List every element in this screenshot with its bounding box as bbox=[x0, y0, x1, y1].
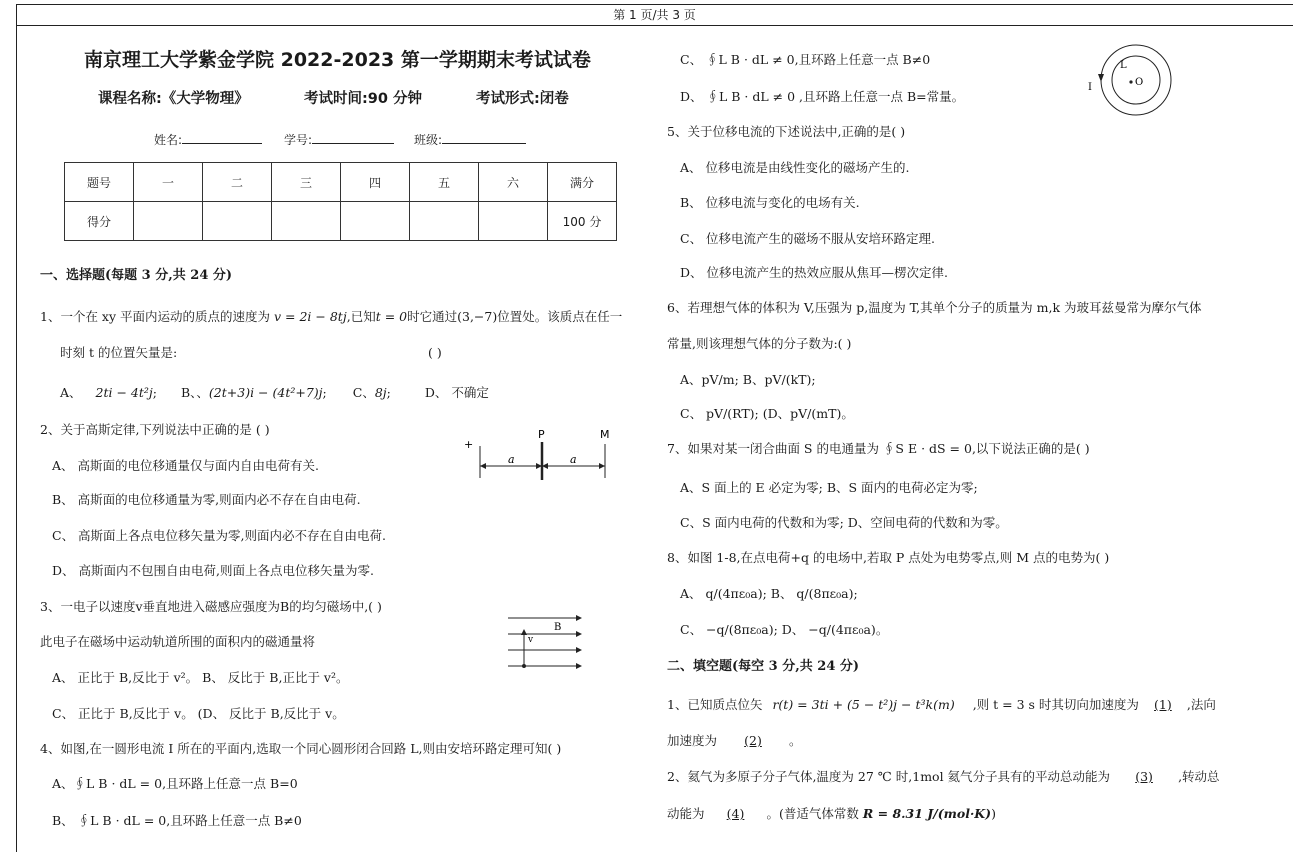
f1-text: 。 bbox=[789, 733, 802, 748]
name-field bbox=[154, 131, 262, 148]
f2-text: 动能为 bbox=[667, 806, 705, 821]
score-table-cell: 得分 bbox=[65, 202, 134, 241]
q1-t0: t = 0 bbox=[375, 309, 408, 324]
q1-option-a: 2ti − 4t²j bbox=[95, 385, 153, 400]
q1-option-b-label: B、、 bbox=[180, 385, 209, 400]
exam-time: 考试时间:90 分钟 bbox=[304, 91, 423, 107]
f2-text: 时,1mol 氦气分子具有的平动总动能为 bbox=[895, 769, 1111, 784]
question-4: 4、如图,在一圆形电流 I 所在的平面内,选取一个同心圆形闭合回路 L,则由安培环路定理可知( ) bbox=[40, 741, 562, 756]
arrow-icon bbox=[480, 463, 486, 469]
arrow-icon bbox=[576, 663, 582, 669]
question-8: 8、如图 1-8,在点电荷+q 的电场中,若取 P 点处为电势零点,则 M 点的电势为( ) bbox=[667, 550, 1110, 565]
q1-velocity: v = 2i − 8tj bbox=[274, 309, 347, 324]
field-b-label: B bbox=[554, 622, 562, 633]
exam-form: 考试形式:闭卷 bbox=[476, 91, 569, 107]
q4-option-a: A、∮L B · dL = 0,且环路上任意一点 B=0 bbox=[52, 776, 298, 791]
q5-option-d: D、 位移电流产生的热效应服从焦耳—楞次定律. bbox=[680, 265, 948, 280]
page-header: 第 1 页/共 3 页 bbox=[16, 4, 1293, 26]
question-2: 2、关于高斯定律,下列说法中正确的是 ( ) bbox=[40, 422, 270, 437]
section-1-heading: 一、选择题(每题 3 分,共 24 分) bbox=[40, 268, 233, 283]
q2-option-b: B、 高斯面的电位移通量为零,则面内必不存在自由电荷. bbox=[52, 492, 361, 507]
score-table-cell[interactable] bbox=[272, 202, 341, 241]
q1-text: ,已知 bbox=[346, 309, 376, 324]
q1-option-a-label: A、 bbox=[60, 385, 82, 400]
score-table-cell: 100 分 bbox=[548, 202, 617, 241]
q1-options bbox=[60, 385, 489, 401]
semicolon: ; bbox=[152, 385, 157, 400]
question-1 bbox=[40, 309, 622, 325]
f2-text: ,转动总 bbox=[1178, 769, 1220, 784]
current-i-label: I bbox=[1088, 82, 1092, 93]
question-7: 7、如果对某一闭合曲面 S 的电通量为 ∮S E · dS = 0,以下说法正确的是( ) bbox=[667, 441, 1090, 456]
class-field bbox=[414, 131, 526, 148]
distance-a-label: a bbox=[570, 453, 577, 466]
q2-option-c: C、 高斯面上各点电位移矢量为零,则面内必不存在自由电荷. bbox=[52, 528, 386, 543]
q3-line2: 此电子在磁场中运动轨道所围的面积内的磁通量将 bbox=[40, 634, 316, 649]
score-table-row bbox=[65, 163, 617, 202]
q1-point: (3,−7) bbox=[457, 309, 498, 324]
class-blank bbox=[442, 131, 526, 144]
answer-blank-4[interactable]: (4) bbox=[726, 806, 745, 821]
id-field bbox=[284, 131, 394, 148]
semicolon: ; bbox=[322, 385, 327, 400]
question-3: 3、一电子以速度v垂直地进入磁感应强度为B的均匀磁场中,( ) bbox=[40, 599, 382, 614]
q2-option-d: D、 高斯面内不包围自由电荷,则面上各点电位移矢量为零. bbox=[52, 563, 374, 578]
score-table-cell: 五 bbox=[410, 163, 479, 202]
q6-line2: 常量,则该理想气体的分子数为:( ) bbox=[667, 336, 852, 351]
q6-options-ab: A、pV/m; B、pV/(kT); bbox=[680, 372, 816, 387]
q5-option-c: C、 位移电流产生的磁场不服从安培环路定理. bbox=[680, 231, 936, 246]
exam-title: 南京理工大学紫金学院 2022-2023 第一学期期末考试试卷 bbox=[84, 49, 591, 71]
score-table-cell[interactable] bbox=[203, 202, 272, 241]
score-table-cell: 一 bbox=[134, 163, 203, 202]
f2-gas-constant: R = 8.31 J/(mol·K) bbox=[862, 806, 992, 821]
name-label: 姓名: bbox=[154, 133, 183, 147]
semicolon: ; bbox=[386, 385, 391, 400]
score-table-cell[interactable] bbox=[341, 202, 410, 241]
q2-option-a: A、 高斯面的电位移通量仅与面内自由电荷有关. bbox=[52, 458, 319, 473]
q5-option-b: B、 位移电流与变化的电场有关. bbox=[680, 195, 860, 210]
q7-options-ab: A、S 面上的 E 必定为零; B、S 面内的电荷必定为零; bbox=[680, 480, 978, 495]
answer-blank-1[interactable]: (1) bbox=[1154, 697, 1172, 712]
q7-options-cd: C、S 面内电荷的代数和为零; D、空间电荷的代数和为零。 bbox=[680, 515, 1008, 530]
score-table-row bbox=[65, 202, 617, 241]
f2-text: 。(普适气体常数 bbox=[766, 806, 859, 821]
arrow-icon bbox=[599, 463, 605, 469]
score-table-cell: 题号 bbox=[65, 163, 134, 202]
question-6: 6、若理想气体的体积为 V,压强为 p,温度为 T,其单个分子的质量为 m,k 为玻耳兹曼常为摩尔气体 bbox=[667, 300, 1202, 315]
q4-option-c: C、 ∮L B · dL ≠ 0,且环路上任意一点 B≠0 bbox=[680, 52, 931, 67]
q1-text: 时它通过 bbox=[407, 309, 458, 324]
f1-position-vector: r(t) = 3ti + (5 − t²)j − t³k(m) bbox=[772, 697, 955, 712]
q1-option-c: 8j bbox=[374, 385, 387, 400]
score-table bbox=[64, 162, 617, 241]
center-dot-icon bbox=[1129, 80, 1132, 83]
score-table-cell: 三 bbox=[272, 163, 341, 202]
q1-text: 位置处。该质点在任一 bbox=[497, 309, 623, 324]
point-m-label: M bbox=[600, 428, 610, 441]
name-blank bbox=[182, 131, 262, 144]
score-table-cell: 二 bbox=[203, 163, 272, 202]
score-table-cell: 满分 bbox=[548, 163, 617, 202]
id-blank bbox=[312, 131, 394, 144]
f2-text: ) bbox=[991, 806, 996, 821]
q1-option-d: D、 不确定 bbox=[424, 385, 489, 400]
score-table-cell[interactable] bbox=[410, 202, 479, 241]
arrow-icon bbox=[576, 631, 582, 637]
answer-blank-3[interactable]: (3) bbox=[1135, 769, 1153, 784]
f2-line2 bbox=[667, 806, 996, 822]
f1-text: 1、已知质点位矢 bbox=[667, 697, 763, 712]
fill-question-2 bbox=[667, 769, 1220, 785]
id-label: 学号: bbox=[284, 133, 313, 147]
q4-option-b: B、 ∮L B · dL = 0,且环路上任意一点 B≠0 bbox=[52, 813, 302, 828]
score-table-cell: 六 bbox=[479, 163, 548, 202]
q1-answer-paren: ( ) bbox=[428, 345, 442, 360]
f1-text: 加速度为 bbox=[667, 733, 718, 748]
figure-magnetic-field bbox=[506, 610, 588, 678]
fill-question-1 bbox=[667, 697, 1216, 713]
score-table-cell: 四 bbox=[341, 163, 410, 202]
figure-point-charge bbox=[460, 426, 620, 484]
q3-options-ab: A、 正比于 B,反比于 v²。 B、 反比于 B,正比于 v²。 bbox=[52, 670, 349, 685]
q5-option-a: A、 位移电流是由线性变化的磁场产生的. bbox=[680, 160, 910, 175]
arrow-icon bbox=[576, 647, 582, 653]
f2-text: 2、氦气为多原子分子气体,温度为 bbox=[667, 769, 854, 784]
loop-l-label: L bbox=[1120, 60, 1127, 71]
f1-text: ,则 t = 3 s 时其切向加速度为 bbox=[972, 697, 1139, 712]
f1-line2 bbox=[667, 733, 802, 749]
course-name: 课程名称:《大学物理》 bbox=[98, 91, 249, 107]
velocity-v-label: v bbox=[528, 635, 534, 645]
electron-dot-icon bbox=[522, 664, 526, 668]
q4-option-d: D、 ∮L B · dL ≠ 0 ,且环路上任意一点 B=常量。 bbox=[680, 89, 965, 104]
f1-text: ,法向 bbox=[1186, 697, 1216, 712]
q3-options-cd: C、 正比于 B,反比于 v。 (D、 反比于 B,反比于 v。 bbox=[52, 706, 345, 721]
distance-a-label: a bbox=[508, 453, 515, 466]
q8-options-ab: A、 q/(4πε₀a); B、 q/(8πε₀a); bbox=[680, 586, 858, 601]
score-table-cell[interactable] bbox=[479, 202, 548, 241]
arrow-icon bbox=[1098, 74, 1104, 82]
q1-option-b: (2t+3)i − (4t²+7)j bbox=[208, 385, 323, 400]
q1-text: 1、一个在 xy 平面内运动的质点的速度为 bbox=[40, 309, 271, 324]
arrow-icon bbox=[521, 629, 527, 635]
score-table-cell[interactable] bbox=[134, 202, 203, 241]
q1-line2: 时刻 t 的位置矢量是: bbox=[60, 345, 178, 360]
point-p-label: P bbox=[538, 428, 545, 441]
class-label: 班级: bbox=[414, 133, 443, 147]
section-2-heading: 二、填空题(每空 3 分,共 24 分) bbox=[667, 659, 860, 674]
center-o-label: O bbox=[1135, 77, 1144, 88]
answer-blank-2[interactable]: (2) bbox=[744, 733, 762, 748]
q1-option-c-label: C、 bbox=[352, 385, 375, 400]
q6-options-cd: C、 pV/(RT); (D、pV/(mT)。 bbox=[680, 406, 854, 421]
figure-circular-current bbox=[1084, 42, 1176, 120]
q8-options-cd: C、 −q/(8πε₀a); D、 −q/(4πε₀a)。 bbox=[680, 622, 889, 637]
arrow-icon bbox=[576, 615, 582, 621]
question-5: 5、关于位移电流的下述说法中,正确的是( ) bbox=[667, 124, 906, 139]
f2-temperature: 27 ℃ bbox=[857, 769, 892, 784]
charge-plus-label: + bbox=[464, 438, 474, 451]
